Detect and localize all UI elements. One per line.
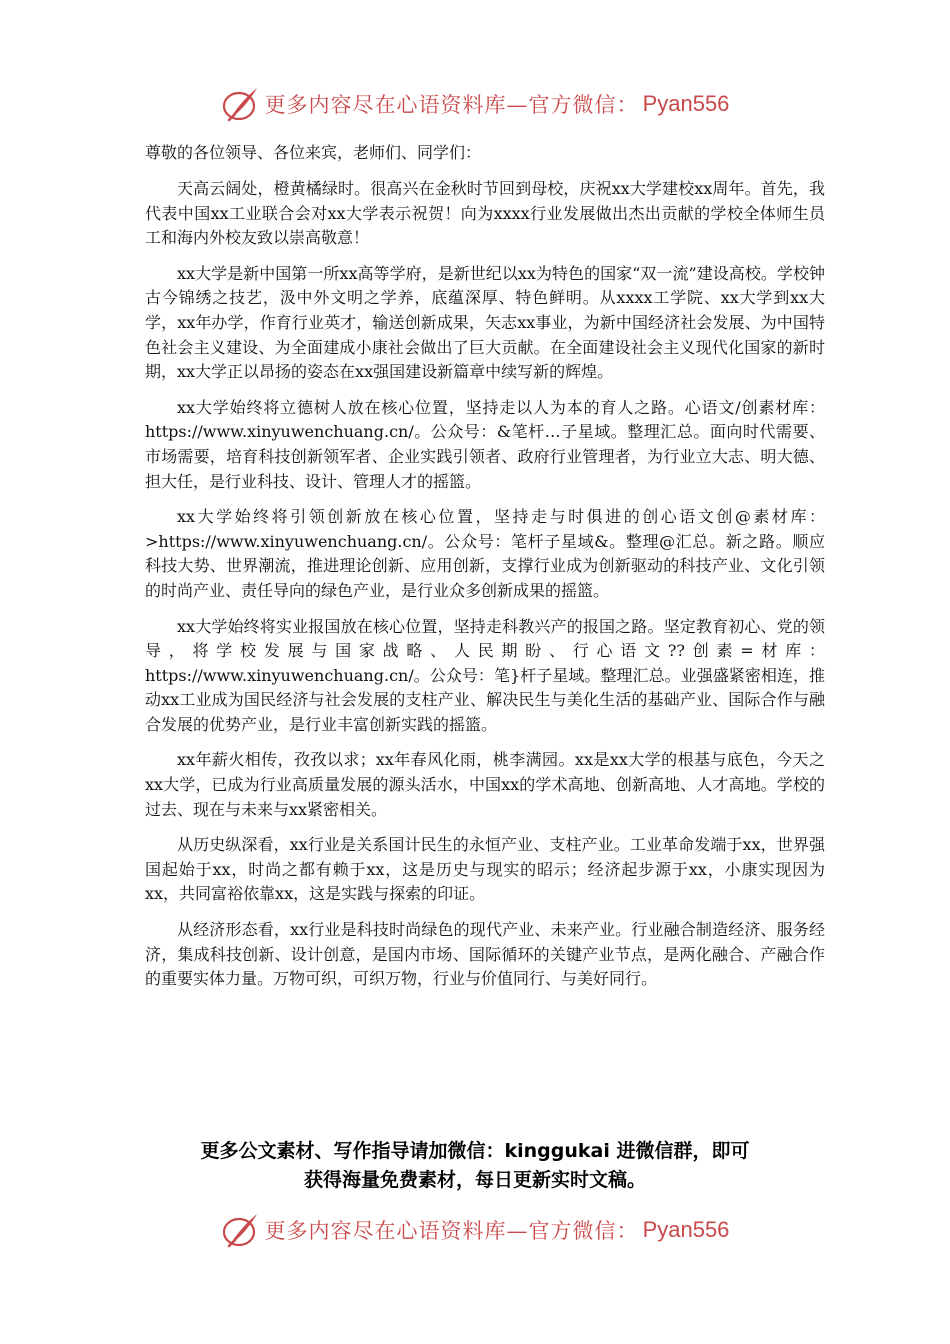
footer-banner-wechat-id: Pyan556 — [642, 1217, 730, 1242]
header-banner-text: 更多内容尽在心语资料库—官方微信： — [264, 93, 639, 117]
footer-banner — [0, 1208, 950, 1252]
salutation: 尊敬的各位领导、各位来宾，老师们、同学们： — [145, 143, 482, 162]
paragraph: xx年薪火相传，孜孜以求；xx年春风化雨，桃李满园。xx是xx大学的根基与底色，今天之xx大学，已成为行业高质量发展的源头活水，中国xx的学术高地、创新高地、人才高地。学校的过去、现在与未来与xx紧密相关。 — [145, 750, 825, 819]
footer-banner-text: 更多内容尽在心语资料库—官方微信： — [264, 1219, 639, 1243]
paragraph: xx大学始终将引领创新放在核心位置，坚持走与时俱进的创心语文创@素材库：>https://www.xinyuwenchuang.cn/。公众号：笔杆子星域&。整理@汇总。新之路。顺应科技大势、世界潮流，推进理论创新、应用创新，支撑行业成为创新驱动的科技产业、文化引领的时尚产业、责任导向的绿色产业，是行业众多创新成果的摇篮。 — [145, 507, 825, 600]
paragraph: 从历史纵深看，xx行业是关系国计民生的永恒产业、支柱产业。工业革命发端于xx，世界强国起始于xx，时尚之都有赖于xx，这是历史与现实的昭示；经济起步源于xx，小康实现因为xx，共同富裕依靠xx，这是实践与探索的印证。 — [145, 835, 825, 904]
paragraph: 天高云阔处，橙黄橘绿时。很高兴在金秋时节回到母校，庆祝xx大学建校xx周年。首先，我代表中国xx工业联合会对xx大学表示祝贺！向为xxxx行业发展做出杰出贡献的学校全体师生员工和海内外校友致以崇高敬意！ — [145, 179, 825, 248]
paragraph: 从经济形态看，xx行业是科技时尚绿色的现代产业、未来产业。行业融合制造经济、服务经济，集成科技创新、设计创意，是国内市场、国际循环的关键产业节点，是两化融合、产融合作的重要实体力量。万物可织，可织万物，行业与价值同行、与美好同行。 — [145, 920, 825, 989]
paragraph: xx大学是新中国第一所xx高等学府，是新世纪以xx为特色的国家“双一流”建设高校。学校钟古今锦绣之技艺，汲中外文明之学养，底蕴深厚、特色鲜明。从xxxx工学院、xx大学到xx大学，xx年办学，作育行业英才，输送创新成果，矢志xx事业，为新中国经济社会发展、为中国特色社会主义建设、为全面建成小康社会做出了巨大贡献。在全面建设社会主义现代化国家的新时期，xx大学正以昂扬的姿态在xx强国建设新篇章中续写新的辉煌。 — [145, 263, 825, 382]
quill-pen-logo-icon — [221, 84, 261, 124]
header-banner-wechat-id: Pyan556 — [642, 91, 730, 116]
paragraph: xx大学始终将实业报国放在核心位置，坚持走科教兴产的报国之路。坚定教育初心、党的领导，将学校发展与国家战略、人民期盼、行心语文??创素=材库：https://www.xinyuwenchuang.cn/。公众号：笔}杆子星域。整理汇总。业强盛紧密相连，推动xx工业成为国民经济与社会发展的支柱产业、解决民生与美化生活的基础产业、国际合作与融合发展的优势产业，是行业丰富创新实践的摇篮。 — [145, 616, 825, 734]
quill-pen-logo-icon — [221, 1210, 261, 1250]
header-banner — [0, 82, 950, 126]
promo-note — [130, 1137, 820, 1195]
document-body — [145, 140, 825, 1003]
promo-note-line-1: 更多公文素材、写作指导请加微信：kinggukai 进微信群，即可 — [200, 1140, 750, 1162]
paragraph: xx大学始终将立德树人放在核心位置，坚持走以人为本的育人之路。心语文/创素材库：https://www.xinyuwenchuang.cn/。公众号：&笔杆…子星域。整理汇总。面向时代需要、市场需要，培育科技创新领军者、企业实践引领者、政府行业管理者，为行业立大志、明大德、担大任，是行业科技、设计、管理人才的摇篮。 — [145, 397, 825, 491]
promo-note-line-2: 获得海量免费素材，每日更新实时文稿。 — [303, 1169, 646, 1191]
